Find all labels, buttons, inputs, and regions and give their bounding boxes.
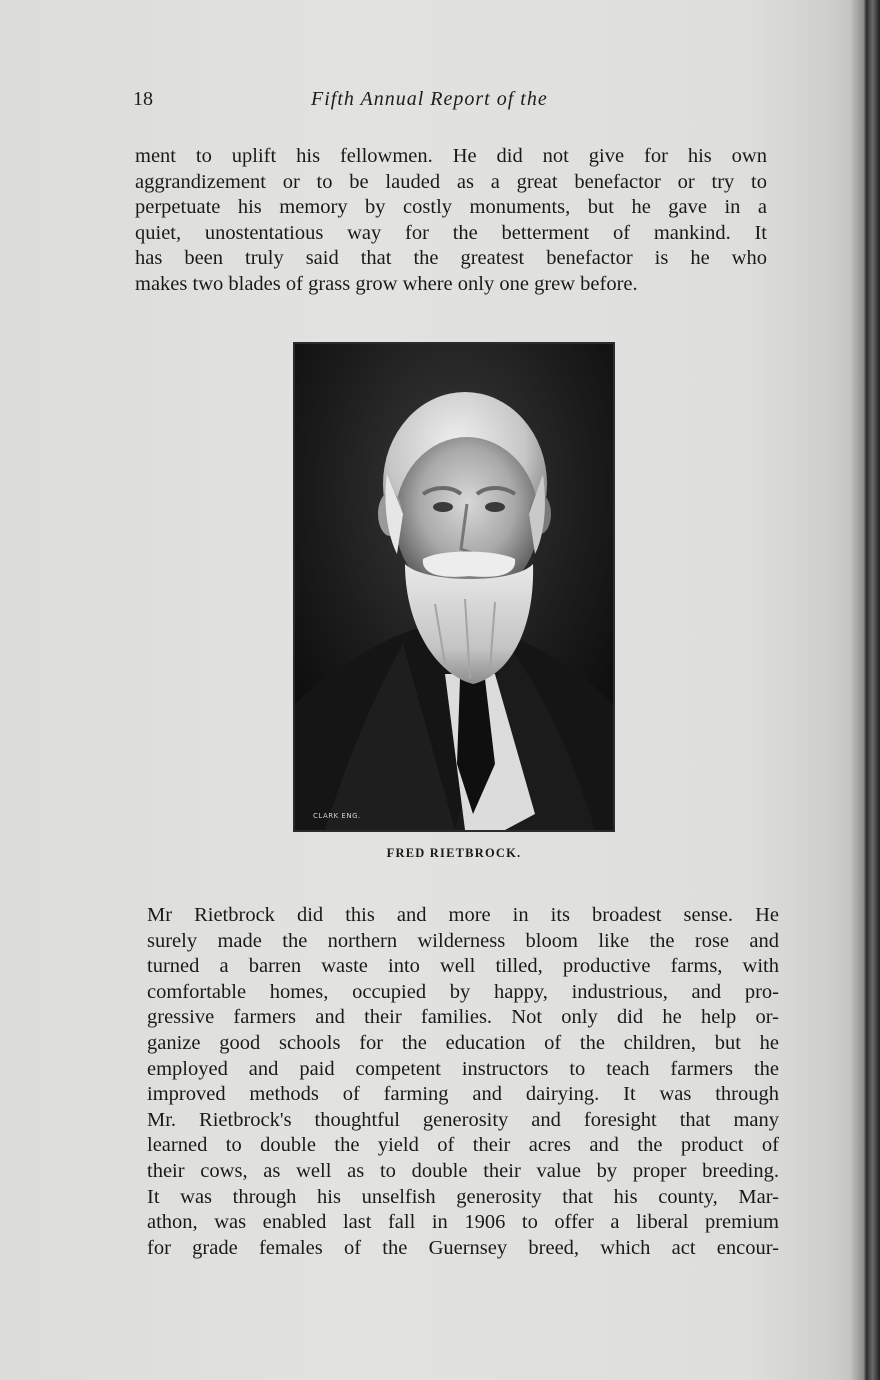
text-line: Mr Rietbrock did this and more in its broadest sense. He [147,904,779,926]
text-line: perpetuate his memory by costly monuments, but he gave in a [135,196,767,219]
portrait-caption: FRED RIETBROCK. [386,846,522,860]
text-line: quiet, unostentatious way for the betterment of mankind. It [135,221,767,244]
text-line: comfortable homes, occupied by happy, industrious, and pro- [147,980,779,1003]
text-line: aggrandizement or to be lauded as a great benefactor or try to [135,170,767,193]
portrait-photo [293,342,615,832]
text-line: gressive farmers and their families. Not only did he help or- [147,1006,779,1029]
top-paragraph [135,144,767,298]
text-line: turned a barren waste into well tilled, productive farms, with [147,955,779,978]
text-line: for grade females of the Guernsey breed, which act encour- [147,1236,779,1259]
engraver-mark: CLARK ENG. [313,812,361,820]
text-line: It was through his unselfish generosity that his county, Mar- [147,1185,779,1208]
page-number: 18 [133,88,153,110]
text-line: has been truly said that the greatest benefactor is he who [135,247,767,270]
bottom-paragraph [147,903,779,1261]
book-spine-shadow [850,0,880,1380]
text-line: ment to uplift his fellowmen. He did not give for his own [135,145,767,167]
text-line: employed and paid competent instructors to teach farmers the [147,1057,779,1080]
text-line: learned to double the yield of their acres and the product of [147,1134,779,1157]
running-header [133,88,778,118]
text-line: improved methods of farming and dairying. It was through [147,1083,779,1106]
text-line: makes two blades of grass grow where only one grew before. [135,272,638,295]
portrait-illustration [295,344,613,830]
text-line: their cows, as well as to double their value by proper breeding. [147,1159,779,1182]
text-line: surely made the northern wilderness bloom like the rose and [147,929,779,952]
text-line: ganize good schools for the education of the children, but he [147,1031,779,1054]
text-line: athon, was enabled last fall in 1906 to offer a liberal premium [147,1211,779,1234]
text-line: Mr. Rietbrock's thoughtful generosity and foresight that many [147,1108,779,1131]
running-title: Fifth Annual Report of the [311,88,548,110]
